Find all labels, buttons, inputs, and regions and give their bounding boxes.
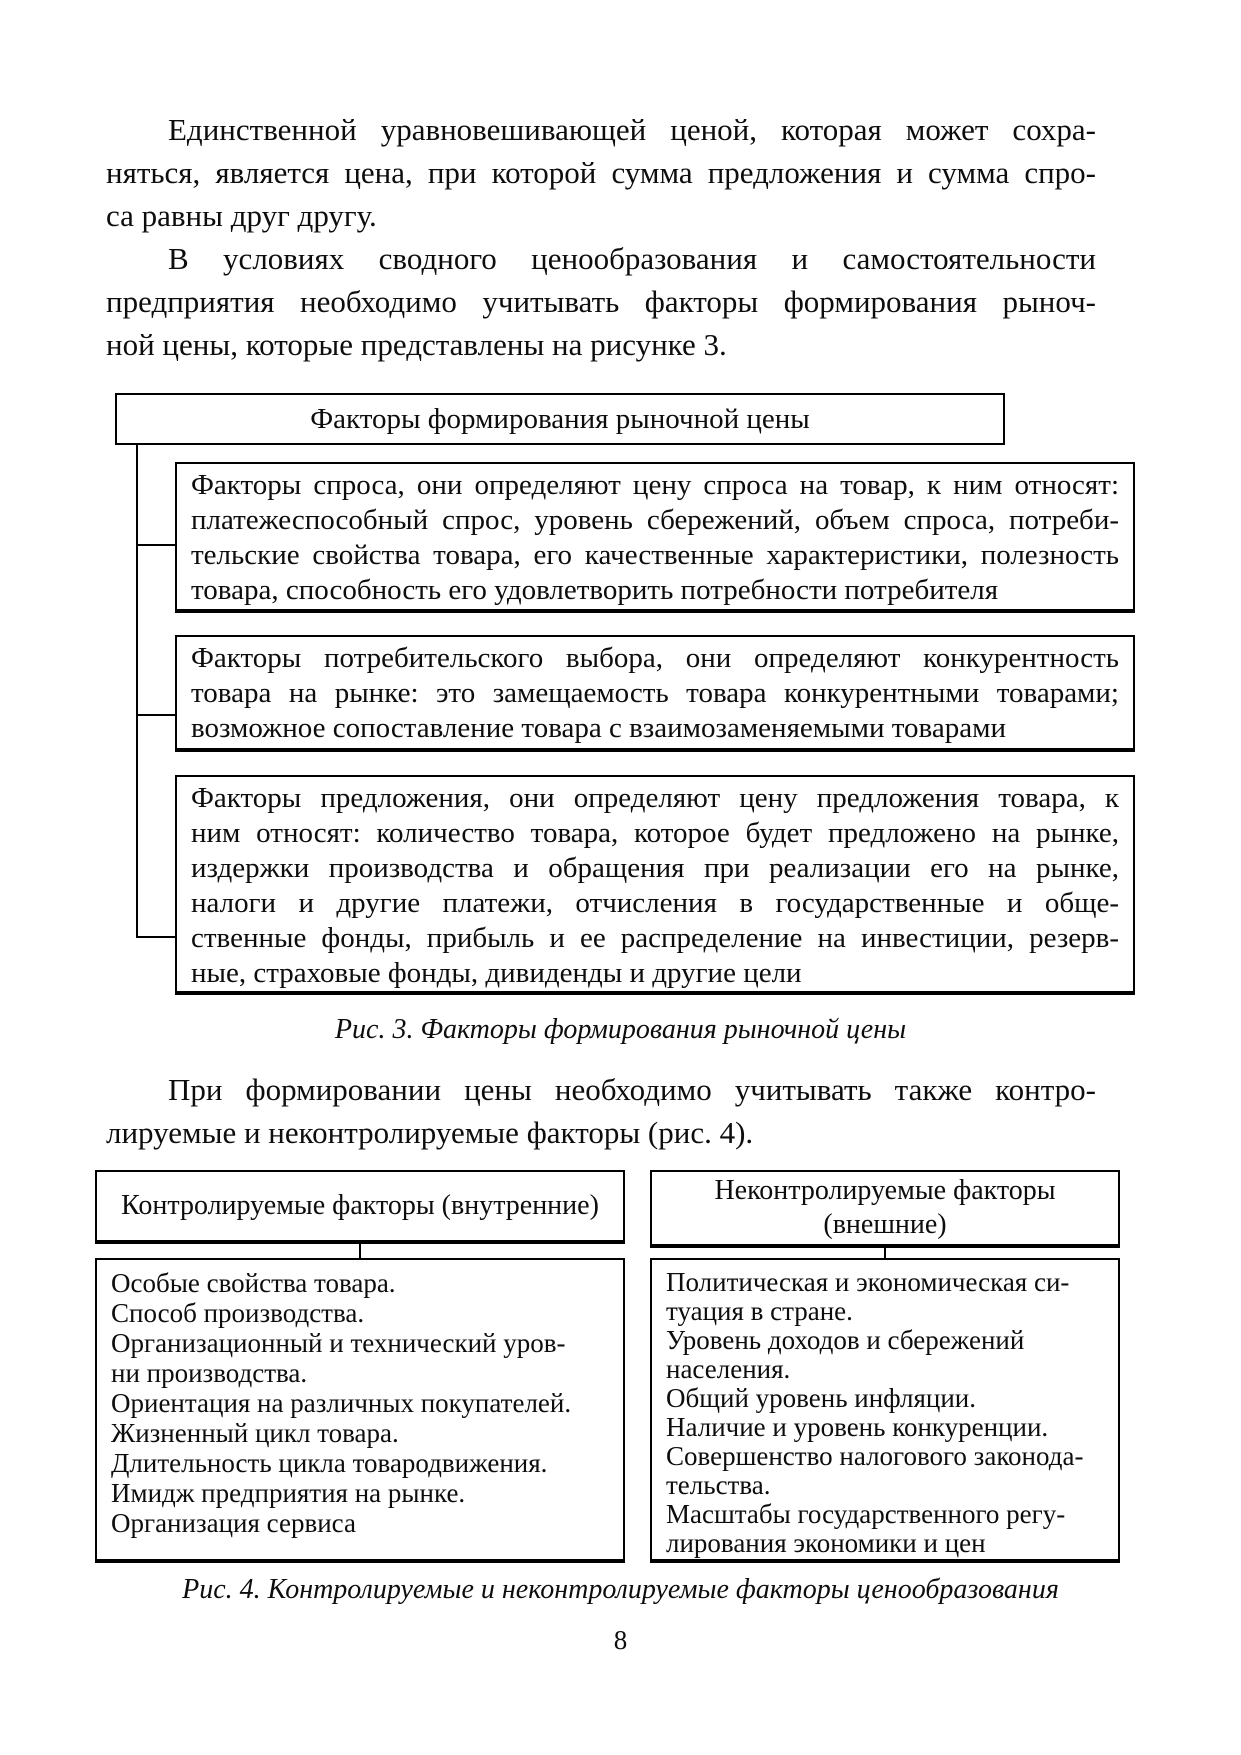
text-line: лирования экономики и цен (666, 1528, 986, 1558)
paragraph-controllable-factors (106, 1068, 1096, 1154)
figure3-connector-supply (136, 936, 175, 938)
paragraph-equilibrium-price (106, 108, 1096, 237)
text-line: тельские свойства товара, его качественные характеристики, полезность (191, 539, 1119, 571)
text-line: Неконтролируемые факторы (714, 1175, 1056, 1206)
figure4-right-tick (884, 1248, 886, 1258)
text-line: лируемые и неконтролируемые факторы (рис. 4). (106, 1115, 754, 1150)
text-line: са равны друг другу. (106, 198, 377, 233)
page-number: 8 (613, 1625, 628, 1655)
main-text-block (106, 108, 1096, 366)
text-line: населения. (666, 1354, 791, 1384)
text-line: ной цены, которые представлены на рисунке 3. (106, 327, 727, 362)
paragraph-market-price-factors (106, 237, 1096, 366)
text-line: ственные фонды, прибыль и ее распределение на инвестиции, резерв- (191, 922, 1119, 954)
text-line: Ориентация на различных покупателей. (111, 1388, 572, 1418)
figure3-connector-vertical (136, 445, 138, 938)
figure3-root-label: Факторы формирования рыночной цены (310, 402, 810, 435)
text-line: В условиях сводного ценообразования и самостоятельности (168, 241, 1096, 276)
figure3-caption: Рис. 3. Факторы формирования рыночной цены (334, 1014, 907, 1045)
figure3-root-box (115, 393, 1005, 445)
text-line: тельства. (666, 1470, 771, 1500)
text-line: товара на рынке: это замещаемость товара конкурентными товарами; (191, 677, 1119, 709)
text-line: Факторы спроса, они определяют цену спроса на товар, к ним относят: (191, 469, 1119, 501)
figure4-left-body-box (95, 1258, 625, 1563)
figure4-left-header-label: Контролируемые факторы (внутренние) (121, 1190, 599, 1221)
text-line: няться, является цена, при которой сумма предложения и сумма спро- (106, 155, 1096, 190)
text-line: Имидж предприятия на рынке. (111, 1478, 466, 1508)
figure4-left-header-box (95, 1170, 625, 1244)
text-line: издержки производства и обращения при реализации его на рынке, (191, 852, 1119, 884)
text-line: Факторы потребительского выбора, они определяют конкурентность (191, 642, 1119, 674)
text-line: Факторы предложения, они определяют цену предложения товара, к (191, 782, 1119, 814)
text-line: туация в стране. (666, 1296, 853, 1326)
text-line: налоги и другие платежи, отчисления в государственные и обще- (191, 887, 1119, 919)
text-line: предприятия необходимо учитывать факторы формирования рыноч- (106, 284, 1096, 319)
text-line: Масштабы государственного регу- (666, 1499, 1066, 1529)
text-line: ные, страховые фонды, дивиденды и другие цели (191, 957, 802, 989)
figure3-consumer-choice-box (175, 635, 1135, 752)
text-line: платежеспособный спрос, уровень сбережений, объем спроса, потреби- (191, 504, 1119, 536)
text-line: Единственной уравновешивающей ценой, которая может сохра- (168, 112, 1096, 147)
text-line: Совершенство налогового законода- (666, 1441, 1084, 1471)
text-line: Длительность цикла товародвижения. (111, 1448, 548, 1478)
text-line: Уровень доходов и сбережений (666, 1325, 1025, 1355)
figure4-caption: Рис. 4. Контролируемые и неконтролируемые факторы ценообразования (182, 1574, 1059, 1605)
figure3-connector-demand (136, 544, 175, 546)
text-line: возможное сопоставление товара с взаимозаменяемыми товарами (191, 712, 1006, 744)
figure3-supply-box (175, 775, 1135, 995)
text-line: Особые свойства товара. (111, 1268, 396, 1298)
text-line: Организация сервиса (111, 1508, 356, 1538)
text-line: При формировании цены необходимо учитывать также контро- (168, 1072, 1096, 1107)
text-line: Наличие и уровень конкуренции. (666, 1412, 1049, 1442)
text-line: товара, способность его удовлетворить потребности потребителя (191, 574, 999, 606)
text-line: (внешние) (823, 1209, 947, 1240)
figure3-connector-consumer-choice (136, 714, 175, 716)
text-line: Общий уровень инфляции. (666, 1383, 976, 1413)
figure4-left-tick (359, 1244, 361, 1258)
figure4-right-body-box (650, 1258, 1120, 1563)
text-line: Политическая и экономическая си- (666, 1267, 1070, 1297)
text-line: ним относят: количество товара, которое будет предложено на рынке, (191, 817, 1119, 849)
text-line: Способ производства. (111, 1298, 365, 1328)
text-line: Жизненный цикл товара. (111, 1418, 399, 1448)
text-line: ни производства. (111, 1358, 308, 1388)
figure4-right-header-box (650, 1170, 1120, 1248)
figure3-demand-box (175, 462, 1135, 613)
text-line: Организационный и технический уров- (111, 1328, 566, 1358)
